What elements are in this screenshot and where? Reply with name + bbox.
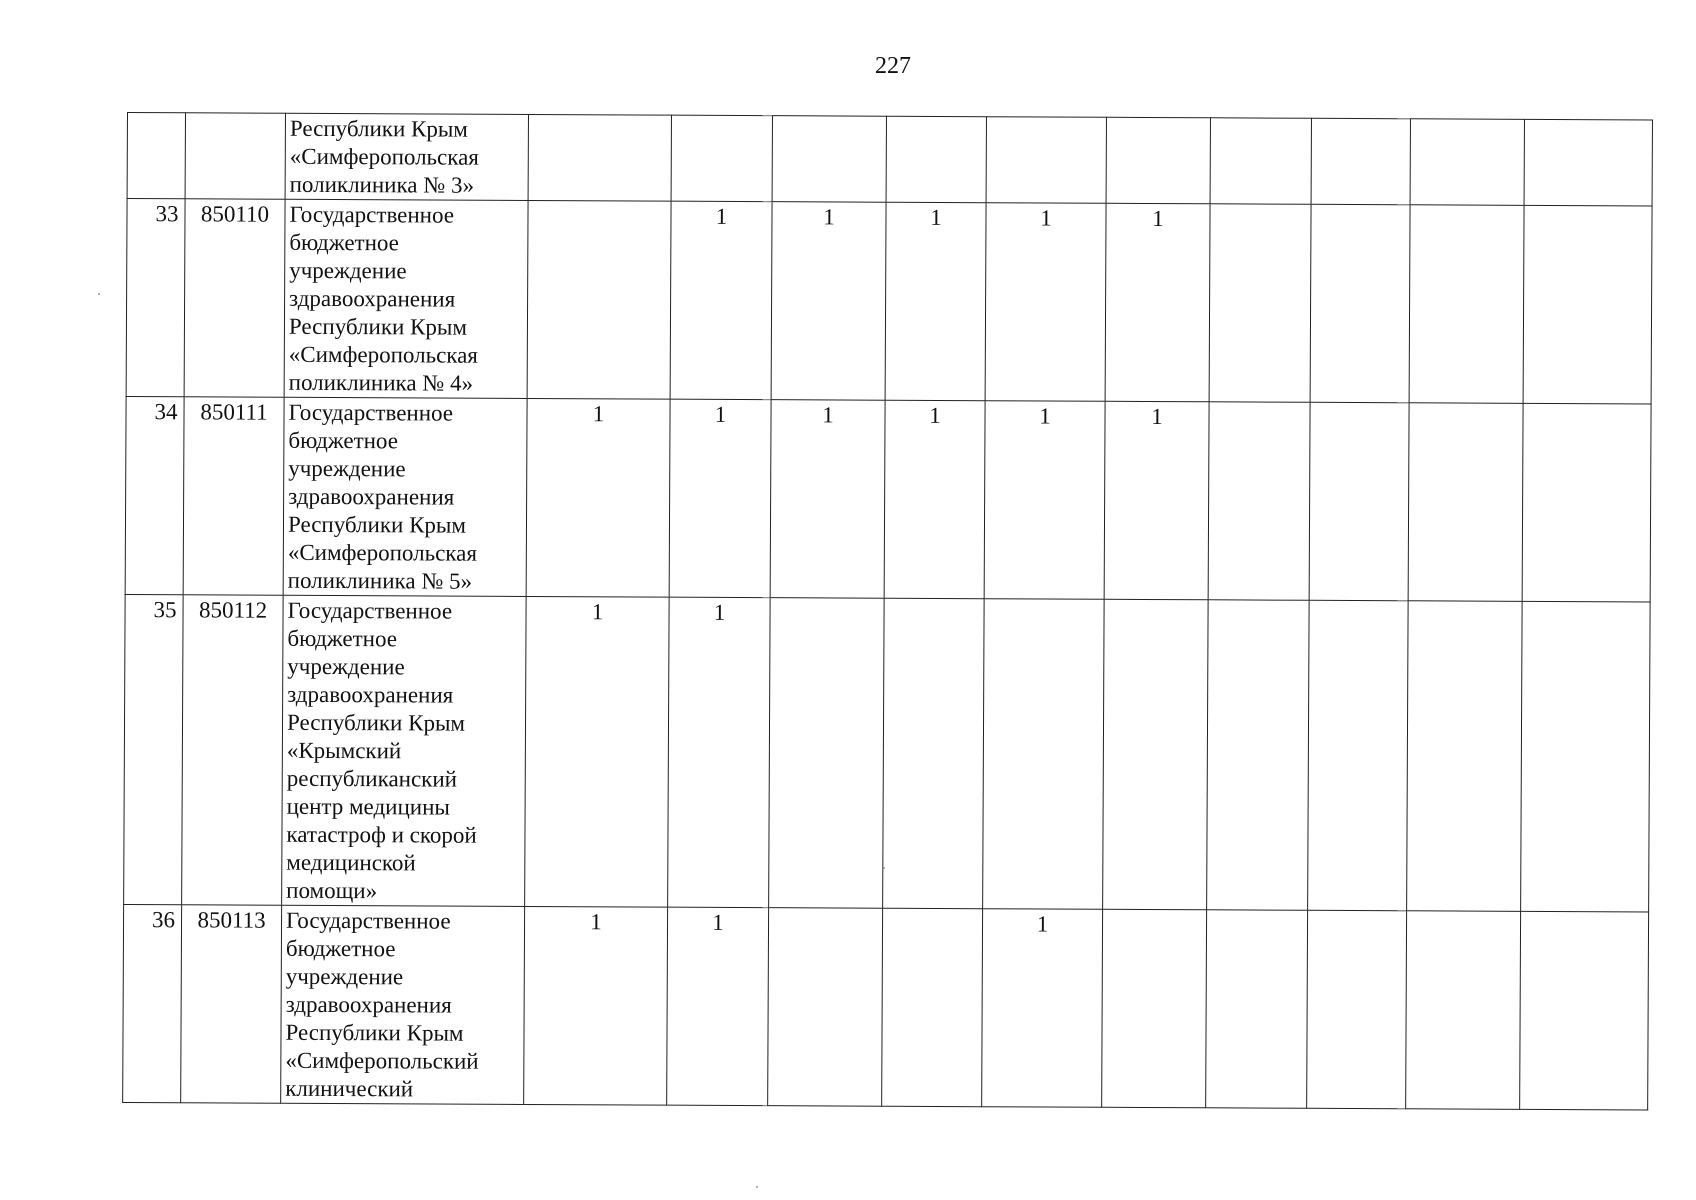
table-row xyxy=(125,396,1651,601)
value-cell: 1 xyxy=(770,400,885,599)
value-cell xyxy=(1523,205,1652,404)
institution-name: Государственное бюджетное учреждение здравоохранения Республики Крым «Симферопольская поликлиника № 4» xyxy=(284,199,528,398)
institution-name: Государственное бюджетное учреждение здравоохранения Республики Крым «Симферопольский клинический xyxy=(281,905,525,1104)
value-cell xyxy=(1106,117,1210,204)
row-code: 850111 xyxy=(183,397,284,595)
value-cell xyxy=(886,116,986,202)
page-number: 227 xyxy=(875,53,911,79)
institution-name: Государственное бюджетное учреждение здравоохранения Республики Крым «Крымский республиканский центр медицины катастроф и скорой медицинской помощи» xyxy=(282,595,527,906)
value-cell: 1 xyxy=(1104,401,1209,600)
value-cell xyxy=(1407,601,1523,912)
data-table xyxy=(122,112,1653,1110)
value-cell: 1 xyxy=(885,202,986,400)
value-cell xyxy=(1310,204,1410,402)
value-cell xyxy=(1410,119,1524,206)
scan-speck xyxy=(98,293,100,295)
value-cell: 1 xyxy=(771,202,886,401)
value-cell xyxy=(1311,118,1410,204)
institution-name: Государственное бюджетное учреждение здравоохранения Республики Крым «Симферопольская поликлиника № 5» xyxy=(283,397,527,596)
value-cell: 1 xyxy=(1105,203,1210,402)
value-cell: 1 xyxy=(982,909,1103,1108)
table-container xyxy=(122,112,1652,1110)
row-number: 35 xyxy=(124,594,184,904)
table-row xyxy=(126,199,1652,404)
value-cell: 1 xyxy=(525,596,670,907)
value-cell xyxy=(1309,402,1409,600)
scan-speck xyxy=(756,1186,758,1188)
value-cell xyxy=(1521,601,1651,912)
row-number: 36 xyxy=(123,904,182,1102)
row-code: 850110 xyxy=(184,199,285,397)
row-code: 850113 xyxy=(181,905,282,1103)
value-cell xyxy=(1207,600,1310,910)
table-row xyxy=(123,904,1649,1109)
row-code: 850112 xyxy=(182,595,284,905)
value-cell: 1 xyxy=(669,399,771,597)
value-cell xyxy=(1210,118,1311,204)
value-cell xyxy=(986,117,1106,204)
table-row xyxy=(127,113,1652,206)
value-cell xyxy=(1520,911,1649,1110)
value-cell xyxy=(1406,911,1521,1110)
value-cell: 1 xyxy=(670,201,772,399)
value-cell xyxy=(882,908,983,1106)
value-cell xyxy=(1102,909,1207,1108)
value-cell xyxy=(1206,910,1308,1108)
value-cell xyxy=(768,908,883,1107)
value-cell: 1 xyxy=(524,906,668,1105)
value-cell xyxy=(1522,403,1651,602)
row-number: 33 xyxy=(126,199,185,397)
value-cell xyxy=(528,114,671,201)
row-code xyxy=(185,113,285,199)
row-number xyxy=(127,113,185,199)
value-cell xyxy=(671,115,772,201)
value-cell xyxy=(1209,204,1311,402)
value-cell xyxy=(1208,402,1310,600)
value-cell xyxy=(983,599,1105,910)
value-cell xyxy=(1409,205,1524,404)
value-cell: 1 xyxy=(667,907,769,1105)
value-cell xyxy=(1307,910,1407,1108)
value-cell xyxy=(1408,403,1523,602)
value-cell: 1 xyxy=(668,597,771,907)
table-row xyxy=(124,594,1650,911)
value-cell: 1 xyxy=(884,400,985,598)
value-cell xyxy=(1103,599,1209,910)
value-cell xyxy=(527,200,671,399)
value-cell: 1 xyxy=(985,203,1106,402)
value-cell xyxy=(769,598,885,909)
row-number: 34 xyxy=(125,396,184,594)
institution-name: Республики Крым «Симферопольская поликлиника № 3» xyxy=(285,113,528,200)
value-cell xyxy=(1524,119,1652,206)
scan-speck xyxy=(883,867,885,869)
value-cell xyxy=(1308,600,1409,910)
value-cell: 1 xyxy=(526,398,670,597)
value-cell xyxy=(883,598,985,908)
value-cell xyxy=(772,116,886,203)
value-cell: 1 xyxy=(984,401,1105,600)
